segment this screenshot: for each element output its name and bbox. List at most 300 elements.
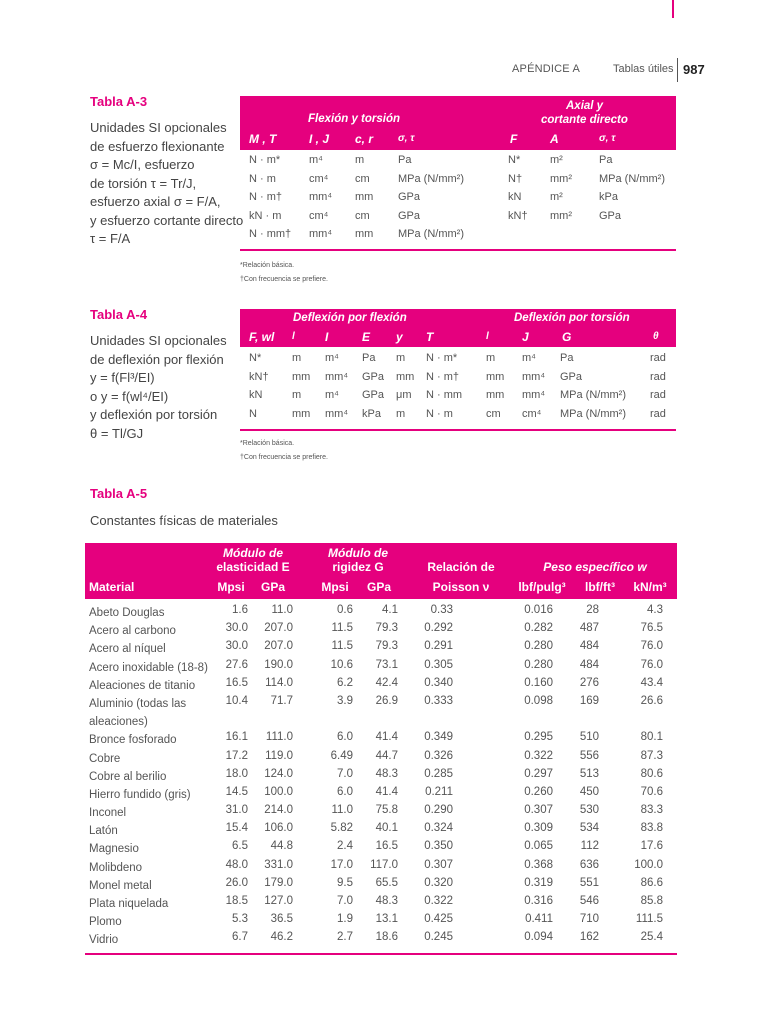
cell: N*	[508, 154, 521, 166]
col-header: kN/m³	[633, 580, 667, 594]
desc-line: esfuerzo axial σ = F/A,	[90, 194, 221, 209]
cell: 26.0	[225, 876, 248, 889]
cell: kN†	[508, 209, 528, 222]
cell: 4.1	[382, 604, 398, 616]
cell: 70.6	[640, 785, 663, 798]
col-header: T	[426, 330, 434, 344]
cell: GPa	[599, 209, 622, 222]
cell: 114.0	[265, 676, 293, 689]
cell: mm	[486, 389, 505, 401]
cell: 27.6	[225, 658, 248, 671]
cell: m	[396, 352, 406, 364]
group-header-flexion: Deflexión por flexión	[293, 312, 407, 324]
cell: 76.0	[640, 658, 663, 671]
cell: 119.0	[265, 749, 293, 762]
cell: mm	[396, 370, 415, 383]
cell: GPa	[560, 370, 583, 383]
cell: 0.307	[424, 858, 453, 871]
desc-line: σ = Mc/I, esfuerzo	[90, 157, 195, 172]
cell: 28	[586, 604, 599, 616]
group-header-rigidity-1: Módulo de	[328, 546, 388, 560]
cell: 0.290	[424, 804, 453, 817]
cell: MPa (N/mm²)	[560, 407, 626, 420]
col-header: GPa	[260, 580, 285, 594]
cell: 48.0	[225, 858, 248, 871]
cell: 112	[580, 840, 599, 853]
footnote: *Relación básica.	[240, 262, 295, 269]
cell: mm	[292, 370, 311, 383]
cell: 513	[579, 767, 599, 780]
cell: 0.33	[430, 604, 453, 616]
table-row	[240, 191, 676, 210]
cell: mm	[355, 228, 374, 240]
cell: kN	[249, 389, 263, 401]
table-a3-header	[240, 96, 676, 150]
cell: mm⁴	[522, 370, 546, 383]
cell: 41.4	[375, 731, 398, 744]
table-row	[85, 604, 677, 622]
table-row	[85, 822, 677, 840]
table-row	[85, 768, 677, 786]
cell: m	[292, 389, 302, 401]
cell: 534	[579, 822, 599, 835]
cell: 10.6	[330, 658, 353, 671]
table-row	[240, 173, 676, 192]
cell: 179.0	[264, 876, 293, 889]
cell: 551	[579, 876, 599, 889]
footnote: *Relación básica.	[240, 440, 295, 447]
cell: 31.0	[225, 804, 248, 817]
cell: 214.0	[264, 804, 293, 817]
material-name: Aluminio (todas las aleaciones)	[89, 697, 187, 729]
material-name: Abeto Douglas	[89, 607, 165, 619]
cell: m⁴	[522, 352, 536, 364]
material-name: Inconel	[89, 807, 127, 820]
cell: 79.3	[375, 622, 398, 635]
cell: 117.0	[370, 858, 398, 871]
table-row	[240, 154, 676, 173]
cell: 124.0	[264, 767, 293, 780]
cell: 0.292	[424, 622, 453, 635]
cell: m	[486, 352, 496, 364]
table-row	[85, 659, 677, 677]
cell: kN	[508, 191, 522, 203]
table-row	[85, 786, 677, 804]
cell: 0.280	[524, 640, 553, 653]
cell: 484	[579, 658, 599, 671]
cell: 80.6	[640, 767, 663, 780]
cell: 0.065	[524, 840, 553, 853]
table-a4-bottom-rule	[240, 429, 676, 431]
cell: GPa	[398, 191, 421, 203]
cell: Pa	[362, 352, 376, 364]
cell: 6.0	[337, 785, 353, 798]
cell: 1.6	[232, 604, 248, 616]
cell: m	[292, 352, 302, 364]
table-row	[85, 840, 677, 858]
cell: 2.7	[337, 931, 353, 944]
cell: 0.280	[524, 658, 553, 671]
desc-line: τ = F/A	[90, 231, 131, 246]
table-row	[85, 877, 677, 895]
cell: 0.016	[524, 604, 553, 616]
cell: N	[249, 407, 257, 420]
material-name: Hierro fundido (gris)	[89, 788, 191, 801]
table-row	[85, 859, 677, 877]
cell: 16.1	[225, 731, 248, 744]
cell: 71.7	[270, 694, 293, 707]
cell: 11.5	[331, 622, 353, 635]
cell: mm⁴	[309, 228, 333, 240]
cell: cm	[355, 209, 370, 222]
cell: rad	[650, 352, 666, 364]
cell: 190.0	[264, 658, 293, 671]
col-header: Material	[89, 580, 135, 594]
cell: 0.245	[424, 931, 453, 944]
cell: 85.8	[640, 895, 663, 908]
cell: 0.320	[424, 876, 453, 889]
cell: 2.4	[337, 840, 353, 853]
cell: 0.160	[524, 676, 553, 689]
table-row	[85, 695, 677, 731]
table-row	[240, 228, 676, 247]
cell: 48.3	[375, 767, 398, 780]
cell: Pa	[398, 154, 412, 166]
cell: N · m*	[426, 352, 458, 364]
desc-line: θ = Tl/GJ	[90, 425, 144, 441]
desc-line: de torsión τ = Tr/J,	[90, 175, 197, 191]
col-header: F	[510, 132, 518, 146]
cell: 0.425	[424, 913, 453, 926]
cell: m⁴	[325, 389, 339, 401]
cell: 0.324	[424, 822, 453, 835]
material-name: Magnesio	[89, 843, 139, 856]
cell: 26.6	[640, 694, 663, 707]
cell: Pa	[560, 352, 574, 364]
table-a5-bottom-rule	[85, 953, 677, 955]
table-row	[240, 371, 676, 390]
cell: 17.6	[640, 840, 663, 853]
cell: 40.1	[375, 822, 398, 835]
cell: 0.349	[424, 731, 453, 744]
cell: 6.0	[337, 731, 353, 744]
col-header: Mpsi	[217, 580, 245, 594]
cell: 0.6	[337, 604, 353, 616]
cell: Pa	[599, 154, 613, 166]
table-row	[85, 640, 677, 658]
cell: 14.5	[225, 785, 248, 798]
cell: N · mm	[426, 389, 463, 401]
cell: 0.319	[524, 876, 553, 889]
cell: 46.2	[270, 931, 293, 944]
cell: cm	[486, 407, 501, 420]
cell: 11.0	[331, 804, 353, 817]
page-edge-rule	[672, 0, 674, 18]
cell: 26.9	[375, 694, 398, 707]
cell: 18.6	[375, 931, 398, 944]
group-header-elasticity-2: elasticidad E	[216, 560, 290, 574]
material-name: Plata niquelada	[89, 898, 169, 911]
desc-line: Unidades SI opcionales	[90, 120, 227, 135]
table-a3	[240, 96, 676, 251]
cell: 6.2	[337, 676, 353, 689]
desc-line: de deflexión por flexión	[90, 351, 224, 367]
cell: 0.411	[525, 913, 553, 926]
table-a3-label: Tabla A-3	[90, 94, 148, 109]
col-header: F, wl	[249, 330, 275, 344]
cell: 450	[579, 785, 599, 798]
cell: 510	[579, 731, 599, 744]
cell: 636	[579, 858, 599, 871]
group-header-weight: Peso específico w	[543, 560, 647, 574]
cell: 5.82	[330, 822, 353, 835]
col-header: J	[522, 330, 529, 344]
cell: 106.0	[264, 822, 293, 835]
desc-line: y deflexión por torsión	[90, 407, 218, 422]
table-row	[85, 731, 677, 749]
cell: 10.4	[225, 694, 248, 707]
cell: 0.316	[524, 895, 553, 908]
table-row	[85, 750, 677, 768]
cell: 43.4	[640, 676, 663, 689]
cell: m²	[550, 154, 563, 166]
cell: N · m	[249, 172, 276, 185]
cell: N · m†	[426, 370, 459, 383]
cell: cm⁴	[522, 407, 542, 420]
cell: 276	[579, 676, 599, 689]
running-header-section: Tablas útiles	[613, 63, 674, 75]
cell: 484	[579, 640, 599, 653]
cell: 11.0	[271, 604, 293, 616]
cell: m⁴	[325, 352, 339, 364]
table-a4	[240, 309, 676, 431]
cell: 6.7	[232, 931, 248, 944]
cell: m	[355, 154, 365, 166]
cell: cm⁴	[309, 209, 329, 222]
col-header: σ, τ	[398, 133, 415, 144]
cell: 0.282	[524, 622, 553, 635]
material-name: Latón	[89, 825, 118, 838]
table-a4-header	[240, 309, 676, 347]
cell: GPa	[398, 209, 421, 222]
cell: 162	[579, 931, 599, 944]
cell: 7.0	[337, 895, 353, 908]
table-row	[85, 913, 677, 931]
cell: kN · m	[249, 209, 282, 222]
cell: GPa	[362, 370, 385, 383]
table-row	[85, 804, 677, 822]
cell: mm	[355, 191, 374, 203]
table-row	[240, 389, 676, 408]
cell: 83.8	[640, 822, 663, 835]
desc-line: y = f(Fl³/EI)	[90, 370, 155, 385]
cell: 127.0	[264, 895, 293, 908]
cell: 100.0	[264, 785, 293, 798]
cell: 207.0	[264, 640, 293, 653]
table-a4-footnotes	[240, 437, 328, 465]
cell: 30.0	[225, 622, 248, 635]
cell: 0.326	[424, 749, 453, 762]
cell: MPa (N/mm²)	[398, 172, 464, 185]
cell: 5.3	[232, 913, 248, 926]
cell: 0.307	[524, 804, 553, 817]
cell: 4.3	[647, 604, 663, 616]
cell: rad	[650, 389, 666, 401]
cell: N · m*	[249, 154, 281, 166]
col-header: lbf/ft³	[585, 580, 615, 594]
cell: 30.0	[225, 640, 248, 653]
table-row	[240, 352, 676, 371]
col-header: θ	[653, 331, 659, 342]
cell: cm	[355, 172, 370, 185]
cell: 16.5	[225, 676, 248, 689]
col-header: l	[292, 331, 295, 342]
material-name: Bronce fosforado	[89, 734, 177, 747]
col-header: σ, τ	[599, 133, 616, 144]
cell: N†	[508, 172, 523, 185]
desc-line: Unidades SI opcionales	[90, 333, 227, 348]
cell: 16.5	[375, 840, 398, 853]
cell: 0.368	[524, 858, 553, 871]
table-row	[240, 210, 676, 229]
table-row	[85, 622, 677, 640]
col-header: c, r	[355, 132, 374, 146]
table-row	[240, 408, 676, 427]
col-header: A	[550, 132, 559, 146]
cell: m	[396, 407, 406, 420]
cell: mm²	[550, 209, 572, 222]
cell: 111.0	[265, 731, 293, 744]
cell: 111.5	[635, 913, 663, 926]
cell: 75.8	[375, 804, 398, 817]
table-row	[85, 677, 677, 695]
cell: 18.5	[225, 895, 248, 908]
cell: 0.098	[524, 694, 553, 707]
cell: mm⁴	[325, 370, 349, 383]
cell: 25.4	[640, 931, 663, 944]
table-a5-body	[85, 604, 677, 950]
cell: 76.5	[640, 622, 663, 635]
cell: 0.295	[524, 731, 553, 744]
cell: cm⁴	[309, 172, 329, 185]
table-a4-description	[90, 332, 250, 443]
cell: mm	[292, 407, 311, 420]
page-number: 987	[683, 62, 705, 77]
cell: rad	[650, 407, 666, 420]
cell: 3.9	[337, 694, 353, 707]
cell: 530	[579, 804, 599, 817]
table-row	[85, 895, 677, 913]
cell: 41.4	[375, 785, 398, 798]
col-header: E	[362, 330, 371, 344]
cell: 0.285	[424, 767, 453, 780]
cell: 331.0	[264, 858, 293, 871]
cell: 86.6	[640, 876, 663, 889]
table-a3-bottom-rule	[240, 249, 676, 251]
cell: N · m	[426, 407, 453, 420]
cell: 207.0	[264, 622, 293, 635]
cell: m²	[550, 191, 563, 203]
group-header-torsion: Deflexión por torsión	[514, 312, 630, 324]
table-a3-description	[90, 119, 250, 249]
cell: 1.9	[337, 913, 353, 926]
cell: 556	[579, 749, 599, 762]
material-name: Acero inoxidable (18-8)	[89, 661, 208, 674]
table-row	[85, 931, 677, 949]
cell: mm	[486, 370, 505, 383]
cell: GPa	[362, 389, 385, 401]
cell: 710	[579, 913, 599, 926]
cell: 17.0	[330, 858, 353, 871]
cell: 169	[579, 694, 599, 707]
cell: 17.2	[225, 749, 248, 762]
table-a5-description: Constantes físicas de materiales	[90, 513, 278, 528]
col-header: M , T	[249, 132, 277, 146]
cell: mm⁴	[325, 407, 349, 420]
cell: 44.8	[270, 840, 293, 853]
cell: 0.291	[424, 640, 453, 653]
cell: 18.0	[225, 767, 248, 780]
table-a5	[85, 543, 677, 955]
material-name: Monel metal	[89, 879, 152, 892]
cell: kN†	[249, 370, 269, 383]
cell: MPa (N/mm²)	[398, 228, 464, 240]
cell: 48.3	[375, 895, 398, 908]
cell: 100.0	[634, 858, 663, 871]
material-name: Molibdeno	[89, 861, 143, 874]
table-a5-header	[85, 543, 677, 599]
cell: kPa	[599, 191, 618, 203]
col-header: l	[486, 331, 489, 342]
cell: rad	[650, 370, 666, 383]
material-name: Vidrio	[89, 934, 119, 947]
material-name: Acero al níquel	[89, 643, 166, 656]
cell: 83.3	[640, 804, 663, 817]
cell: 0.260	[524, 785, 553, 798]
cell: 9.5	[337, 876, 353, 889]
material-name: Cobre	[89, 752, 121, 765]
cell: μm	[396, 389, 412, 401]
material-name: Acero al carbono	[89, 625, 176, 638]
cell: m⁴	[309, 154, 323, 166]
cell: 0.340	[424, 676, 453, 689]
cell: 0.333	[424, 694, 453, 707]
cell: 73.1	[375, 658, 398, 671]
group-header-rigidity-2: rigidez G	[332, 560, 384, 574]
cell: 0.297	[524, 767, 553, 780]
footnote: †Con frecuencia se prefiere.	[240, 454, 328, 461]
cell: 0.309	[524, 822, 553, 835]
cell: 79.3	[375, 640, 398, 653]
cell: MPa (N/mm²)	[560, 389, 626, 401]
cell: kPa	[362, 407, 381, 420]
col-header: Poisson ν	[432, 580, 490, 594]
cell: 6.49	[330, 749, 353, 762]
cell: 13.1	[375, 913, 398, 926]
cell: N*	[249, 352, 262, 364]
col-header: lbf/pulg³	[518, 580, 566, 594]
cell: N · mm†	[249, 228, 292, 240]
cell: 7.0	[337, 767, 353, 780]
col-header: G	[562, 330, 572, 344]
cell: 0.094	[524, 931, 553, 944]
group-header-axial-1: Axial y	[566, 100, 604, 112]
cell: 0.322	[524, 749, 553, 762]
col-header: I , J	[309, 132, 330, 146]
cell: 15.4	[225, 822, 248, 835]
cell: 0.305	[424, 658, 453, 671]
cell: 0.322	[424, 895, 453, 908]
